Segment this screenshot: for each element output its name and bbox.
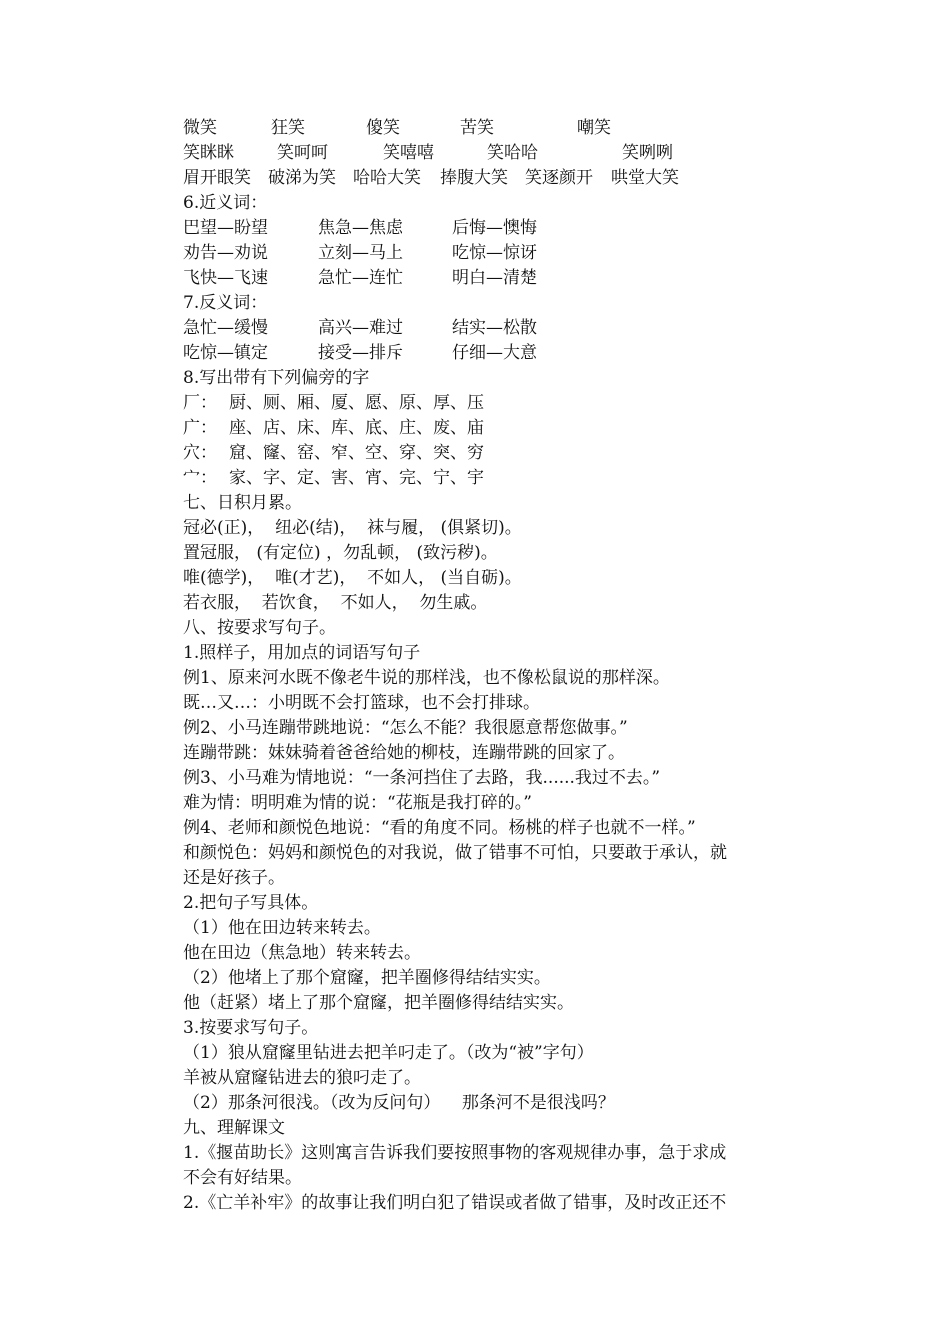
- word: 眉开眼笑: [183, 168, 251, 188]
- synonyms-row: [183, 241, 823, 265]
- laugh-words-row-1: [183, 116, 823, 140]
- radical-row: [183, 416, 823, 440]
- word-pair: 急忙—缓慢: [183, 318, 268, 338]
- word: 笑哈哈: [487, 143, 538, 163]
- text-line: 还是好孩子。: [183, 868, 285, 888]
- text-line: 他（赶紧）堵上了那个窟窿，把羊圈修得结结实实。: [183, 993, 574, 1013]
- word-pair: 急忙—连忙: [318, 268, 403, 288]
- word: 微笑: [183, 118, 217, 138]
- text-line: 难为情：明明难为情的说：“花瓶是我打碎的。”: [183, 793, 532, 813]
- word-pair: 巴望—盼望: [183, 218, 268, 238]
- word: 嘲笑: [577, 118, 611, 138]
- word-pair: 焦急—焦虑: [318, 218, 403, 238]
- text-line: 例1、原来河水既不像老牛说的那样浅，也不像松鼠说的那样深。: [183, 668, 670, 688]
- word: 破涕为笑: [268, 168, 336, 188]
- section-8-heading: 八、按要求写句子。: [183, 618, 336, 638]
- radical-chars: 座、店、床、库、底、庄、废、庙: [229, 418, 484, 438]
- text-line: 2.把句子写具体。: [183, 893, 319, 913]
- text-line: 连蹦带跳：妹妹骑着爸爸给她的柳枝，连蹦带跳的回家了。: [183, 743, 625, 763]
- text-line: 既…又…：小明既不会打篮球，也不会打排球。: [183, 693, 540, 713]
- text-line: 2.《亡羊补牢》的故事让我们明白犯了错误或者做了错事，及时改正还不: [183, 1193, 727, 1213]
- radical-label: 穴：: [183, 443, 217, 463]
- text-line: （2）他堵上了那个窟窿，把羊圈修得结结实实。: [183, 968, 551, 988]
- word-pair: 飞快—飞速: [183, 268, 268, 288]
- text-line: 例2、小马连蹦带跳地说：“怎么不能？我很愿意帮您做事。”: [183, 718, 628, 738]
- word: 笑逐颜开: [525, 168, 593, 188]
- text-line: 若衣服， 若饮食， 不如人， 勿生戚。: [183, 593, 488, 613]
- radical-row: [183, 441, 823, 465]
- word: 哄堂大笑: [611, 168, 679, 188]
- word-pair: 后悔—懊悔: [452, 218, 537, 238]
- section-7-heading: 七、日积月累。: [183, 493, 302, 513]
- word-pair: 接受—排斥: [318, 343, 403, 363]
- text-line: 冠必(正)， 纽必(结)， 袜与履， (俱紧切)。: [183, 518, 522, 538]
- radical-label: 厂：: [183, 393, 217, 413]
- word-pair: 结实—松散: [452, 318, 537, 338]
- synonyms-heading: 6.近义词：: [183, 193, 268, 213]
- radical-label: 宀：: [183, 468, 217, 488]
- word-pair: 吃惊—惊讶: [452, 243, 537, 263]
- text-line: 1.《揠苗助长》这则寓言告诉我们要按照事物的客观规律办事，急于求成: [183, 1143, 727, 1163]
- word: 笑眯眯: [183, 143, 234, 163]
- laugh-words-row-3: [183, 166, 823, 190]
- antonyms-heading: 7.反义词：: [183, 293, 268, 313]
- text-line: 他在田边（焦急地）转来转去。: [183, 943, 421, 963]
- laugh-words-row-2: [183, 141, 823, 165]
- text-line: 唯(德学)， 唯(才艺)， 不如人， (当自砺)。: [183, 568, 522, 588]
- radical-row: [183, 466, 823, 490]
- radical-chars: 厨、厕、厢、厦、愿、原、厚、压: [229, 393, 484, 413]
- word-pair: 吃惊—镇定: [183, 343, 268, 363]
- text-line: 和颜悦色：妈妈和颜悦色的对我说，做了错事不可怕，只要敢于承认，就: [183, 843, 727, 863]
- text-line: （1）他在田边转来转去。: [183, 918, 381, 938]
- word: 苦笑: [460, 118, 494, 138]
- radical-chars: 家、字、定、害、宵、完、宁、宇: [229, 468, 484, 488]
- antonyms-row: [183, 316, 823, 340]
- text-line: 例4、老师和颜悦色地说：“看的角度不同。杨桃的样子也就不一样。”: [183, 818, 696, 838]
- antonyms-row: [183, 341, 823, 365]
- radicals-heading: 8.写出带有下列偏旁的字: [183, 368, 370, 388]
- word: 捧腹大笑: [440, 168, 508, 188]
- word: 狂笑: [271, 118, 305, 138]
- text-line: 不会有好结果。: [183, 1168, 302, 1188]
- text-line: 3.按要求写句子。: [183, 1018, 319, 1038]
- radical-chars: 窟、窿、窑、窄、空、穿、突、穷: [229, 443, 484, 463]
- text-line: 羊被从窟窿钻进去的狼叼走了。: [183, 1068, 421, 1088]
- synonyms-row: [183, 216, 823, 240]
- word: 傻笑: [366, 118, 400, 138]
- word-pair: 劝告—劝说: [183, 243, 268, 263]
- word-pair: 仔细—大意: [452, 343, 537, 363]
- word: 哈哈大笑: [353, 168, 421, 188]
- text-line: 1.照样子，用加点的词语写句子: [183, 643, 421, 663]
- synonyms-row: [183, 266, 823, 290]
- radical-label: 广：: [183, 418, 217, 438]
- section-9-heading: 九、理解课文: [183, 1118, 285, 1138]
- word-pair: 立刻—马上: [318, 243, 403, 263]
- text-line: 例3、小马难为情地说：“一条河挡住了去路，我......我过不去。”: [183, 768, 661, 788]
- word: 笑咧咧: [622, 143, 673, 163]
- text-line: （2）那条河很浅。（改为反问句） 那条河不是很浅吗？: [183, 1093, 615, 1113]
- word-pair: 高兴—难过: [318, 318, 403, 338]
- word: 笑呵呵: [277, 143, 328, 163]
- word-pair: 明白—清楚: [452, 268, 537, 288]
- text-line: （1）狼从窟窿里钻进去把羊叼走了。（改为“被”字句）: [183, 1043, 594, 1063]
- text-line: 置冠服， (有定位) ，勿乱顿， (致污秽)。: [183, 543, 498, 563]
- word: 笑嘻嘻: [383, 143, 434, 163]
- radical-row: [183, 391, 823, 415]
